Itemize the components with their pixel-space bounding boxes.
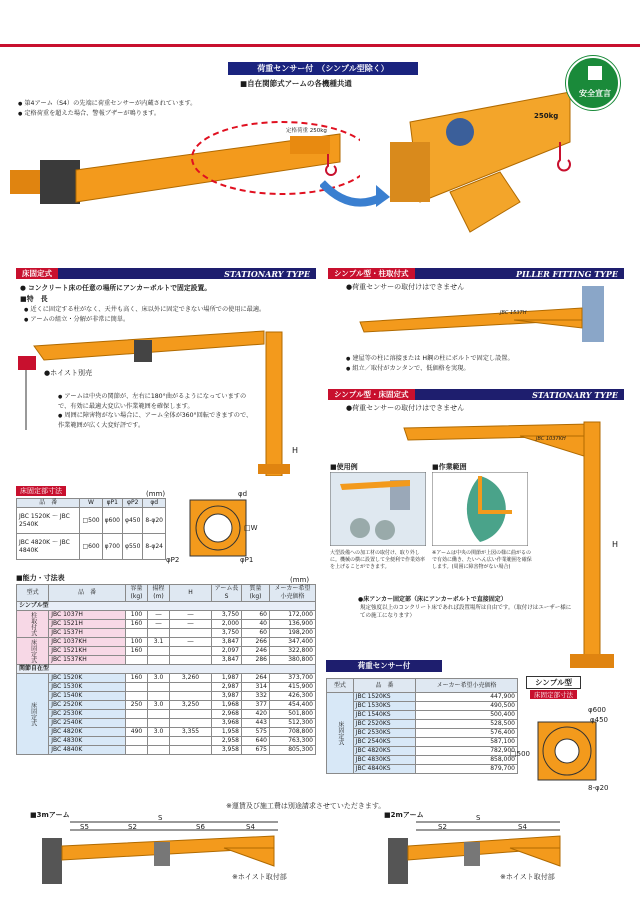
table-cell: 床固定式	[17, 638, 49, 665]
spec-group-simple: シンプル型	[17, 602, 316, 611]
spec-th: 容量(kg)	[126, 585, 148, 602]
table-cell	[148, 647, 170, 656]
banner-plate-left: 定格荷重 250kg	[286, 128, 327, 134]
table-cell	[170, 719, 212, 728]
spec-th: 品 番	[49, 585, 126, 602]
table-cell	[170, 629, 212, 638]
table-row	[327, 738, 518, 747]
table-cell: JBC 1520K	[49, 674, 126, 683]
spec-th: 揚程(m)	[148, 585, 170, 602]
table-cell: 500,400	[416, 711, 518, 720]
table-cell: 床固定式	[327, 693, 354, 774]
table-cell: 512,300	[270, 719, 316, 728]
table-cell: 3,958	[212, 746, 242, 755]
table-cell: 2,968	[212, 710, 242, 719]
usage-title: ■使用例	[330, 463, 358, 471]
simple-base-plate-diagram	[536, 720, 600, 784]
table-cell: 782,900	[416, 747, 518, 756]
table-cell	[126, 746, 148, 755]
table-cell: 447,900	[416, 693, 518, 702]
hoist-label: ●ホイスト別売	[44, 369, 93, 377]
table-cell: 377	[242, 701, 270, 710]
table-cell: 675	[242, 746, 270, 755]
table-cell: 3,355	[170, 728, 212, 737]
spec-th: メーカー希望小売価格	[270, 585, 316, 602]
spec-joint-floor-rows	[17, 674, 316, 755]
simple-floor-h-label: H	[612, 540, 619, 549]
simple-floor-header	[328, 389, 624, 400]
banner-subtitle: ■自在関節式アームの各機種共通	[240, 79, 352, 88]
table-cell: JBC 1530KS	[353, 702, 416, 711]
pillar-features	[346, 354, 616, 374]
table-cell	[148, 710, 170, 719]
arm2-label: S2	[438, 823, 447, 831]
table-cell: ―	[170, 611, 212, 620]
work-range-diagram	[432, 472, 528, 546]
table-cell: 3,847	[212, 656, 242, 665]
banner-note: ● 定格荷重を超えた場合、警報ブザーが鳴ります。	[18, 109, 196, 119]
table-cell: 160	[126, 647, 148, 656]
table-row	[327, 720, 518, 729]
table-cell: JBC 1540K	[49, 692, 126, 701]
table-cell: ―	[148, 611, 170, 620]
table-row	[17, 629, 316, 638]
table-cell: JBC 4830KS	[353, 756, 416, 765]
table-cell	[148, 719, 170, 728]
table-cell	[126, 719, 148, 728]
dim-cell: 8-φ20	[143, 508, 166, 534]
table-cell: JBC 2540K	[49, 719, 126, 728]
base-label: φ450	[590, 716, 608, 724]
table-cell: JBC 4820KS	[353, 747, 416, 756]
table-cell: JBC 1530K	[49, 683, 126, 692]
pillar-note: ●荷重センサーの取付けはできません	[346, 283, 465, 291]
arm2-diagram	[380, 816, 580, 896]
pillar-feature: ● 組立／取付がカンタンで、低価格を実現。	[346, 364, 616, 374]
dim-label-w: □W	[244, 524, 258, 532]
table-row	[17, 692, 316, 701]
table-cell: 314	[242, 683, 270, 692]
dim-title: 床固定部寸法	[16, 486, 66, 496]
table-row	[17, 674, 316, 683]
spec-th: H	[170, 585, 212, 602]
simple-floor-arm-text: JBC 1037KH	[536, 436, 566, 442]
stationary-header-en: STATIONARY TYPE	[224, 268, 310, 279]
table-cell: JBC 4840KS	[353, 765, 416, 774]
table-row	[17, 638, 316, 647]
table-cell	[170, 737, 212, 746]
table-cell	[170, 692, 212, 701]
pillar-header-en: PILLER FITTING TYPE	[515, 268, 618, 279]
usage-caption: 大型設備への加工材の取付け、取り外しに。機械の横に設置して全便利で作業効率を上げることができます。	[330, 550, 426, 570]
table-cell: ―	[148, 620, 170, 629]
pillar-crane-illustration	[354, 286, 624, 342]
arm2-label: S	[476, 814, 481, 822]
dim-cell: □500	[80, 508, 102, 534]
table-row	[17, 746, 316, 755]
dim-label-p1: φP1	[240, 556, 254, 564]
spec-th: 質量(kg)	[242, 585, 270, 602]
table-cell: JBC 2540KS	[353, 738, 416, 747]
table-cell: 2,097	[212, 647, 242, 656]
table-row	[327, 747, 518, 756]
table-cell: JBC 4840K	[49, 746, 126, 755]
table-cell	[170, 710, 212, 719]
table-cell: 172,000	[270, 611, 316, 620]
stationary-header-jp: 床固定式	[16, 268, 58, 279]
table-cell: 3.1	[148, 638, 170, 647]
table-cell: 528,500	[416, 720, 518, 729]
arm3-label: S6	[196, 823, 205, 831]
table-row	[327, 693, 518, 702]
table-cell: 858,000	[416, 756, 518, 765]
sensor-th: 品 番	[353, 679, 416, 693]
table-cell: 3.0	[148, 701, 170, 710]
table-cell: 60	[242, 629, 270, 638]
banner-crane-illustration	[10, 118, 360, 228]
dim-table	[16, 498, 166, 560]
feature-item: ● アームの組立・分解が非常に簡単。	[24, 315, 324, 325]
table-row	[17, 683, 316, 692]
table-cell	[126, 629, 148, 638]
spec-title: ■能力・寸法表	[16, 574, 65, 582]
dim-cell: 8-φ24	[143, 534, 166, 560]
table-cell: 454,400	[270, 701, 316, 710]
arm2-label: S4	[518, 823, 527, 831]
table-cell: 1,968	[212, 701, 242, 710]
table-cell: 40	[242, 620, 270, 629]
point-item: ● 周囲に障害物がない場合に、アーム全体が360°回転できますので、作業範囲が広く大変好評です。	[58, 411, 258, 430]
dim-th: 品 番	[17, 499, 80, 508]
range-title: ■作業範囲	[432, 463, 467, 471]
stationary-lead: ● コンクリート床の任意の場所にアンカーボルトで固定設置。	[20, 284, 212, 292]
dim-unit: (mm)	[146, 490, 166, 498]
table-cell: ―	[170, 620, 212, 629]
dim-cell: JBC 1520K ～ JBC 2540K	[17, 508, 80, 534]
dim-label-d: φd	[238, 490, 248, 498]
usage-example-illustration	[330, 472, 426, 546]
table-cell: 708,800	[270, 728, 316, 737]
banner-notes	[18, 99, 196, 119]
table-cell: JBC 1540KS	[353, 711, 416, 720]
safety-badge-text: 安全宣言	[579, 89, 611, 98]
table-cell: 805,300	[270, 746, 316, 755]
table-cell: JBC 2530K	[49, 710, 126, 719]
table-row	[17, 656, 316, 665]
table-cell: 879,700	[416, 765, 518, 774]
table-cell: 415,900	[270, 683, 316, 692]
point-item: ● アームは中央の関節が、左右に180°曲がるようになっていますので、有効に最適大変広い作業範囲を確保します。	[58, 392, 258, 411]
sensor-th: 型式	[327, 679, 354, 693]
top-red-rule	[0, 44, 640, 47]
table-row	[17, 611, 316, 620]
table-cell	[126, 692, 148, 701]
table-cell: 490,500	[416, 702, 518, 711]
table-cell: 426,300	[270, 692, 316, 701]
simple-floor-header-jp: シンプル型・床固定式	[328, 389, 415, 400]
banner-sensor-illustration	[390, 82, 580, 242]
table-cell: 2,000	[212, 620, 242, 629]
base-label: □500	[510, 750, 530, 758]
table-cell: JBC 1037KH	[49, 638, 126, 647]
table-cell: 136,900	[270, 620, 316, 629]
table-cell: 60	[242, 611, 270, 620]
dim-th: φP2	[123, 499, 143, 508]
stationary-header	[16, 268, 316, 279]
table-cell: 347,400	[270, 638, 316, 647]
table-row	[17, 728, 316, 737]
table-cell	[170, 683, 212, 692]
pillar-arm-text: JBC 1537H	[500, 310, 527, 316]
sensor-rows	[327, 693, 518, 774]
table-cell: 198,200	[270, 629, 316, 638]
simple-floor-note: ●荷重センサーの取付けはできません	[346, 404, 465, 412]
table-cell: 3.0	[148, 728, 170, 737]
table-cell	[148, 692, 170, 701]
spec-simple-floor-rows	[17, 638, 316, 665]
table-cell: 1,987	[212, 674, 242, 683]
arm3-label: S	[158, 814, 163, 822]
table-cell: 3,250	[170, 701, 212, 710]
base-box-title: シンプル型	[526, 676, 581, 689]
sensor-table	[326, 678, 518, 774]
dim-th: φP1	[102, 499, 122, 508]
spec-unit: (mm)	[290, 576, 310, 584]
table-row	[17, 737, 316, 746]
top-margin	[0, 0, 640, 44]
table-cell: 3,750	[212, 611, 242, 620]
table-cell: 322,800	[270, 647, 316, 656]
banner-plate-right: 250kg	[534, 112, 559, 120]
table-cell: 250	[126, 701, 148, 710]
table-cell: 640	[242, 737, 270, 746]
table-row	[327, 702, 518, 711]
table-cell	[148, 683, 170, 692]
pillar-header	[328, 268, 624, 279]
arm3-label: S4	[246, 823, 255, 831]
table-cell: 266	[242, 638, 270, 647]
spec-footnote: ※運賃及び施工費は別途請求させていただきます。	[226, 802, 386, 810]
table-cell: JBC 1521KH	[49, 647, 126, 656]
stationary-h-label: H	[292, 446, 299, 455]
table-row	[17, 710, 316, 719]
cross-icon	[588, 66, 602, 80]
table-cell	[126, 737, 148, 746]
spec-th: 型式	[17, 585, 49, 602]
table-row	[17, 620, 316, 629]
table-cell: JBC 4820K	[49, 728, 126, 737]
table-cell	[126, 656, 148, 665]
table-cell: 380,800	[270, 656, 316, 665]
table-cell: 286	[242, 656, 270, 665]
dim-cell: JBC 4820K ～ JBC 4840K	[17, 534, 80, 560]
table-cell: 3.0	[148, 674, 170, 683]
dim-cell: φ700	[102, 534, 122, 560]
table-cell: JBC 1520KS	[353, 693, 416, 702]
safety-badge	[566, 56, 620, 110]
table-cell: 332	[242, 692, 270, 701]
spec-simple-pillar-rows	[17, 611, 316, 638]
spec-group-joint: 関節自在型	[17, 665, 316, 674]
table-row	[327, 729, 518, 738]
table-cell: 264	[242, 674, 270, 683]
table-cell: 587,100	[416, 738, 518, 747]
table-cell	[170, 656, 212, 665]
table-row	[17, 647, 316, 656]
table-cell: 575	[242, 728, 270, 737]
arm2-hoist-mount: ※ホイスト取付部	[500, 873, 555, 881]
table-cell: 2,958	[212, 737, 242, 746]
range-caption: ※アームは中央の関節が上図の様に曲がるので有効に働き、たいへん広い作業範囲を確保します。(周囲に障害物がない場合)	[432, 550, 532, 570]
table-cell: 柱取付式	[17, 611, 49, 638]
table-cell: 443	[242, 719, 270, 728]
arm3-label: S2	[128, 823, 137, 831]
arrow-icon	[320, 175, 390, 215]
table-cell: 3,847	[212, 638, 242, 647]
table-cell: JBC 1521H	[49, 620, 126, 629]
arm2-title: ■2mアーム	[384, 811, 424, 819]
spec-th: アーム長S	[212, 585, 242, 602]
table-row	[327, 756, 518, 765]
arm3-label: S5	[80, 823, 89, 831]
dim-cell: φ550	[123, 534, 143, 560]
table-cell: 160	[126, 620, 148, 629]
table-cell: JBC 2530KS	[353, 729, 416, 738]
dim-cell: φ600	[102, 508, 122, 534]
base-label: 8-φ20	[588, 784, 609, 792]
base-label: φ600	[588, 706, 606, 714]
stationary-features-title: ■特 長	[20, 295, 48, 303]
banner-note: ● 第4アーム（S4）の先端に荷重センサーが内蔵されています。	[18, 99, 196, 109]
table-cell: JBC 2520K	[49, 701, 126, 710]
table-cell	[148, 656, 170, 665]
table-row	[17, 719, 316, 728]
table-cell	[148, 737, 170, 746]
arm3-hoist-mount: ※ホイスト取付部	[232, 873, 287, 881]
table-cell: 1,958	[212, 728, 242, 737]
dim-th: φd	[143, 499, 166, 508]
sensor-table-title: 荷重センサー付	[326, 660, 442, 672]
sensor-th: メーカー希望小売価格	[416, 679, 518, 693]
table-cell: JBC 2520KS	[353, 720, 416, 729]
table-cell: 501,800	[270, 710, 316, 719]
dim-cell: φ450	[123, 508, 143, 534]
dim-cell: □600	[80, 534, 102, 560]
table-cell	[148, 629, 170, 638]
dim-label-p2: φP2	[166, 556, 180, 564]
anchor-title: ●床アンカー固定部（床にアンカーボルトで直接固定）	[358, 596, 507, 603]
simple-floor-crane-illustration	[400, 418, 620, 678]
table-cell: JBC 1037H	[49, 611, 126, 620]
table-cell: 160	[126, 674, 148, 683]
table-row	[17, 701, 316, 710]
table-cell	[126, 710, 148, 719]
table-row	[327, 765, 518, 774]
feature-item: ● 近くに固定する柱がなく、天井も高く、床以外に固定できない場所での使用に最適。	[24, 305, 324, 315]
table-cell: 3,260	[170, 674, 212, 683]
stationary-features	[24, 305, 324, 325]
table-cell: 床固定式	[17, 674, 49, 755]
table-cell: JBC 4830K	[49, 737, 126, 746]
pillar-header-jp: シンプル型・柱取付式	[328, 268, 415, 279]
table-cell: 420	[242, 710, 270, 719]
table-cell: ―	[170, 638, 212, 647]
banner-title: 荷重センサー付 （シンプル型除く）	[228, 62, 418, 75]
table-cell: JBC 1537H	[49, 629, 126, 638]
table-cell: 246	[242, 647, 270, 656]
table-cell	[126, 683, 148, 692]
table-cell: 763,300	[270, 737, 316, 746]
table-cell: 576,400	[416, 729, 518, 738]
table-row	[327, 711, 518, 720]
table-cell: 3,968	[212, 719, 242, 728]
table-cell: JBC 1537KH	[49, 656, 126, 665]
table-cell: 373,700	[270, 674, 316, 683]
table-cell	[170, 647, 212, 656]
table-cell: 2,987	[212, 683, 242, 692]
table-cell: 3,987	[212, 692, 242, 701]
stationary-points	[58, 392, 258, 430]
table-cell: 490	[126, 728, 148, 737]
simple-floor-header-en: STATIONARY TYPE	[532, 389, 618, 400]
arm3-title: ■3mアーム	[30, 811, 70, 819]
base-box-subtitle: 床固定部寸法	[530, 690, 577, 699]
pillar-feature: ● 建屋等の柱に溶接または H鋼の柱にボルトで固定し設置。	[346, 354, 616, 364]
table-cell	[170, 746, 212, 755]
table-cell	[148, 746, 170, 755]
table-cell: 100	[126, 638, 148, 647]
anchor-text: 規定強度以上のコンクリート床であれば設置場所は自由です。（取付けはユーザー様にての施工になります）	[360, 605, 572, 619]
spec-table	[16, 584, 316, 755]
table-cell: 3,750	[212, 629, 242, 638]
table-cell: 100	[126, 611, 148, 620]
dim-th: W	[80, 499, 102, 508]
